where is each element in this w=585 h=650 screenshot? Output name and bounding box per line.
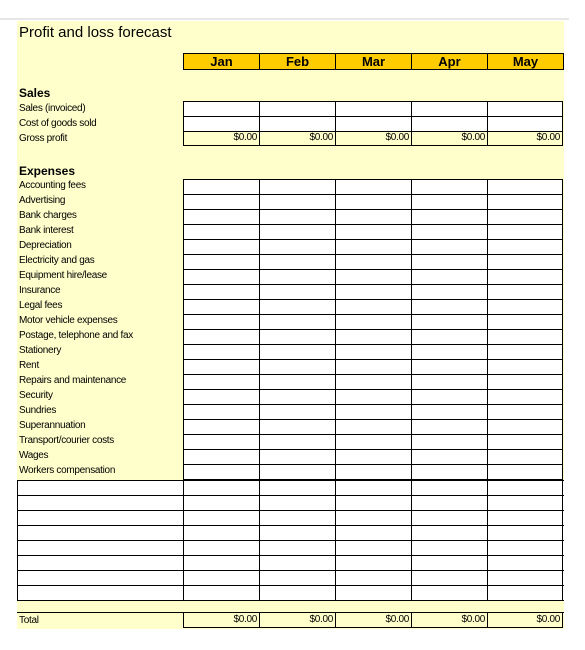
- cell[interactable]: [411, 210, 487, 224]
- top-border: [0, 18, 569, 20]
- cell[interactable]: [335, 571, 411, 585]
- cell[interactable]: [183, 285, 259, 299]
- cell[interactable]: [259, 511, 335, 525]
- cell[interactable]: [487, 117, 563, 131]
- cell[interactable]: [183, 556, 259, 570]
- blank-rows-grid: [17, 480, 564, 601]
- cell[interactable]: [335, 285, 411, 299]
- table-row: [17, 556, 564, 571]
- cell[interactable]: [335, 240, 411, 254]
- sheet-title: Profit and loss forecast: [19, 24, 172, 41]
- cell[interactable]: [183, 435, 259, 449]
- cell[interactable]: [183, 571, 259, 585]
- cell[interactable]: [335, 435, 411, 449]
- cell[interactable]: [259, 180, 335, 194]
- cell[interactable]: [259, 571, 335, 585]
- cell[interactable]: [183, 180, 259, 194]
- expense-row-label: Electricity and gas: [19, 255, 95, 266]
- table-row: [17, 481, 564, 496]
- table-row: [183, 270, 563, 285]
- cell[interactable]: [183, 315, 259, 329]
- cell[interactable]: [259, 405, 335, 419]
- cell[interactable]: [335, 360, 411, 374]
- expense-row-label: Equipment hire/lease: [19, 270, 107, 281]
- cell[interactable]: [411, 315, 487, 329]
- cell[interactable]: [411, 526, 487, 540]
- cell[interactable]: [487, 102, 563, 116]
- table-row: [183, 195, 563, 210]
- cell[interactable]: [411, 180, 487, 194]
- cell[interactable]: [487, 270, 563, 284]
- expense-row-label: Depreciation: [19, 240, 72, 251]
- cell[interactable]: [183, 390, 259, 404]
- cell[interactable]: [259, 117, 335, 131]
- expense-row-label: Workers compensation: [19, 465, 116, 476]
- table-row: [183, 315, 563, 330]
- cell[interactable]: [487, 435, 563, 449]
- cell[interactable]: [183, 240, 259, 254]
- gross-profit-feb[interactable]: $0.00: [259, 131, 335, 146]
- cell[interactable]: [183, 360, 259, 374]
- table-row: [17, 526, 564, 541]
- cell[interactable]: [335, 225, 411, 239]
- gross-profit-row: [183, 131, 563, 146]
- cell[interactable]: [17, 586, 183, 600]
- cell[interactable]: [335, 511, 411, 525]
- table-row: [183, 300, 563, 315]
- cell[interactable]: [259, 255, 335, 269]
- cell[interactable]: [183, 102, 259, 116]
- expense-row-label: Transport/courier costs: [19, 435, 114, 446]
- cell[interactable]: [487, 330, 563, 344]
- table-row: [183, 420, 563, 435]
- cell[interactable]: [487, 345, 563, 359]
- expense-row-label: Accounting fees: [19, 180, 86, 191]
- cell[interactable]: [259, 375, 335, 389]
- cell[interactable]: [335, 195, 411, 209]
- cell[interactable]: [335, 330, 411, 344]
- cell[interactable]: [183, 465, 259, 479]
- table-row: [183, 330, 563, 345]
- expense-row-label: Repairs and maintenance: [19, 375, 127, 386]
- cell[interactable]: [487, 210, 563, 224]
- table-row: [183, 360, 563, 375]
- expense-row-label: Rent: [19, 360, 39, 371]
- cell[interactable]: [411, 225, 487, 239]
- expense-row-label: Motor vehicle expenses: [19, 315, 118, 326]
- cell[interactable]: [335, 390, 411, 404]
- cell[interactable]: [487, 240, 563, 254]
- cell[interactable]: [487, 255, 563, 269]
- cell[interactable]: [17, 541, 183, 555]
- cell[interactable]: [411, 285, 487, 299]
- cell[interactable]: [487, 360, 563, 374]
- cell[interactable]: [487, 300, 563, 314]
- table-row: [183, 255, 563, 270]
- table-row: [183, 375, 563, 390]
- cell[interactable]: [411, 571, 487, 585]
- cell[interactable]: [183, 511, 259, 525]
- cell[interactable]: [487, 375, 563, 389]
- total-row: [183, 613, 563, 628]
- total-jan[interactable]: $0.00: [183, 613, 259, 628]
- cell[interactable]: [487, 225, 563, 239]
- header-jan[interactable]: Jan: [183, 53, 260, 70]
- table-row: [183, 210, 563, 225]
- cell[interactable]: [335, 300, 411, 314]
- cell[interactable]: [335, 210, 411, 224]
- cell[interactable]: [17, 571, 183, 585]
- expense-row-label: Bank charges: [19, 210, 77, 221]
- cell[interactable]: [411, 117, 487, 131]
- expense-row-label: Bank interest: [19, 225, 74, 236]
- cell[interactable]: [259, 390, 335, 404]
- cell[interactable]: [183, 450, 259, 464]
- cell[interactable]: [183, 117, 259, 131]
- cell[interactable]: [335, 496, 411, 510]
- cell[interactable]: [411, 496, 487, 510]
- cell[interactable]: [259, 225, 335, 239]
- cell[interactable]: [259, 315, 335, 329]
- cell[interactable]: [259, 586, 335, 600]
- sales-heading: Sales: [19, 86, 51, 100]
- expense-row-label: Postage, telephone and fax: [19, 330, 133, 341]
- cell[interactable]: [183, 225, 259, 239]
- cell[interactable]: [183, 541, 259, 555]
- cell[interactable]: [411, 390, 487, 404]
- cell[interactable]: [335, 556, 411, 570]
- cell[interactable]: [259, 420, 335, 434]
- cell[interactable]: [411, 330, 487, 344]
- expense-row-label: Sundries: [19, 405, 57, 416]
- cell[interactable]: [411, 435, 487, 449]
- cell[interactable]: [259, 102, 335, 116]
- cell[interactable]: [259, 270, 335, 284]
- total-feb[interactable]: $0.00: [259, 613, 335, 628]
- cell[interactable]: [487, 465, 563, 479]
- sales-input-grid: [183, 101, 563, 132]
- expense-row-label: Security: [19, 390, 53, 401]
- cell[interactable]: [411, 375, 487, 389]
- cell[interactable]: [487, 420, 563, 434]
- cell[interactable]: [183, 481, 259, 495]
- expense-row-label: Advertising: [19, 195, 66, 206]
- cell[interactable]: [411, 195, 487, 209]
- cell[interactable]: [259, 556, 335, 570]
- cell[interactable]: [411, 481, 487, 495]
- cell[interactable]: [487, 481, 563, 495]
- expense-row-label: Legal fees: [19, 300, 63, 311]
- header-apr[interactable]: Apr: [411, 53, 488, 70]
- table-row: [183, 102, 563, 117]
- cell[interactable]: [335, 526, 411, 540]
- cell[interactable]: [17, 496, 183, 510]
- gross-profit-apr[interactable]: $0.00: [411, 131, 487, 146]
- cell[interactable]: [335, 102, 411, 116]
- cell[interactable]: [335, 541, 411, 555]
- cell[interactable]: [487, 450, 563, 464]
- table-row: [183, 225, 563, 240]
- cell[interactable]: [487, 285, 563, 299]
- table-row: [17, 496, 564, 511]
- cell[interactable]: [259, 360, 335, 374]
- table-row: [183, 180, 563, 195]
- cell[interactable]: [487, 315, 563, 329]
- row-label-total: Total: [19, 615, 39, 626]
- total-mar[interactable]: $0.00: [335, 613, 411, 628]
- cell[interactable]: [183, 375, 259, 389]
- table-row: [183, 465, 563, 480]
- cell[interactable]: [259, 496, 335, 510]
- cell[interactable]: [17, 511, 183, 525]
- cell[interactable]: [487, 556, 563, 570]
- cell[interactable]: [335, 450, 411, 464]
- cell[interactable]: [183, 300, 259, 314]
- cell[interactable]: [487, 390, 563, 404]
- cell[interactable]: [411, 450, 487, 464]
- cell[interactable]: [411, 360, 487, 374]
- cell[interactable]: [259, 240, 335, 254]
- cell[interactable]: [183, 210, 259, 224]
- cell[interactable]: [259, 285, 335, 299]
- cell[interactable]: [183, 420, 259, 434]
- table-row: [17, 571, 564, 586]
- cell[interactable]: [259, 300, 335, 314]
- cell[interactable]: [183, 586, 259, 600]
- cell[interactable]: [487, 586, 563, 600]
- cell[interactable]: [183, 195, 259, 209]
- cell[interactable]: [487, 195, 563, 209]
- cell[interactable]: [411, 556, 487, 570]
- cell[interactable]: [335, 117, 411, 131]
- cell[interactable]: [335, 420, 411, 434]
- cell[interactable]: [411, 405, 487, 419]
- table-row: [183, 117, 563, 132]
- cell[interactable]: [259, 195, 335, 209]
- expense-row-label: Superannuation: [19, 420, 86, 431]
- cell[interactable]: [259, 435, 335, 449]
- cell[interactable]: [259, 210, 335, 224]
- cell[interactable]: [17, 481, 183, 495]
- cell[interactable]: [335, 270, 411, 284]
- cell[interactable]: [335, 180, 411, 194]
- cell[interactable]: [183, 496, 259, 510]
- expense-row-label: Wages: [19, 450, 49, 461]
- table-row: [183, 240, 563, 255]
- cell[interactable]: [411, 102, 487, 116]
- table-row: [183, 450, 563, 465]
- total-apr[interactable]: $0.00: [411, 613, 487, 628]
- cell[interactable]: [259, 450, 335, 464]
- cell[interactable]: [487, 526, 563, 540]
- cell[interactable]: [183, 255, 259, 269]
- cell[interactable]: [411, 270, 487, 284]
- cell[interactable]: [411, 345, 487, 359]
- cell[interactable]: [487, 511, 563, 525]
- expenses-input-grid: [183, 179, 563, 480]
- table-row: [183, 405, 563, 420]
- expense-row-label: Stationery: [19, 345, 62, 356]
- cell[interactable]: [411, 240, 487, 254]
- cell[interactable]: [335, 345, 411, 359]
- table-row: [183, 345, 563, 360]
- cell[interactable]: [183, 345, 259, 359]
- cell[interactable]: [487, 405, 563, 419]
- table-row: [17, 511, 564, 526]
- cell[interactable]: [335, 405, 411, 419]
- cell[interactable]: [17, 556, 183, 570]
- cell[interactable]: [335, 255, 411, 269]
- cell[interactable]: [183, 526, 259, 540]
- cell[interactable]: [411, 511, 487, 525]
- row-label-sales-invoiced: Sales (invoiced): [19, 103, 86, 114]
- gross-profit-jan[interactable]: $0.00: [183, 131, 259, 146]
- table-row: [183, 435, 563, 450]
- cell[interactable]: [335, 481, 411, 495]
- cell[interactable]: [183, 330, 259, 344]
- cell[interactable]: [411, 541, 487, 555]
- table-row: [17, 541, 564, 556]
- total-may[interactable]: $0.00: [487, 613, 563, 628]
- gross-profit-mar[interactable]: $0.00: [335, 131, 411, 146]
- cell[interactable]: [411, 300, 487, 314]
- cell[interactable]: [183, 405, 259, 419]
- header-feb[interactable]: Feb: [259, 53, 336, 70]
- cell[interactable]: [259, 345, 335, 359]
- cell[interactable]: [183, 270, 259, 284]
- cell[interactable]: [335, 465, 411, 479]
- header-may[interactable]: May: [487, 53, 564, 70]
- gross-profit-may[interactable]: $0.00: [487, 131, 563, 146]
- cell[interactable]: [411, 255, 487, 269]
- table-row: [17, 586, 564, 601]
- cell[interactable]: [335, 375, 411, 389]
- cell[interactable]: [487, 541, 563, 555]
- cell[interactable]: [411, 420, 487, 434]
- table-row: [183, 285, 563, 300]
- cell[interactable]: [487, 496, 563, 510]
- row-label-cost-of-goods: Cost of goods sold: [19, 118, 97, 129]
- cell[interactable]: [17, 526, 183, 540]
- header-mar[interactable]: Mar: [335, 53, 412, 70]
- cell[interactable]: [259, 526, 335, 540]
- cell[interactable]: [487, 571, 563, 585]
- table-row: [183, 390, 563, 405]
- expenses-heading: Expenses: [19, 164, 76, 178]
- expense-row-label: Insurance: [19, 285, 61, 296]
- cell[interactable]: [487, 180, 563, 194]
- cell[interactable]: [411, 586, 487, 600]
- cell[interactable]: [335, 315, 411, 329]
- row-label-gross-profit: Gross profit: [19, 133, 68, 144]
- cell[interactable]: [259, 541, 335, 555]
- cell[interactable]: [259, 465, 335, 479]
- cell[interactable]: [335, 586, 411, 600]
- cell[interactable]: [259, 330, 335, 344]
- cell[interactable]: [259, 481, 335, 495]
- cell[interactable]: [411, 465, 487, 479]
